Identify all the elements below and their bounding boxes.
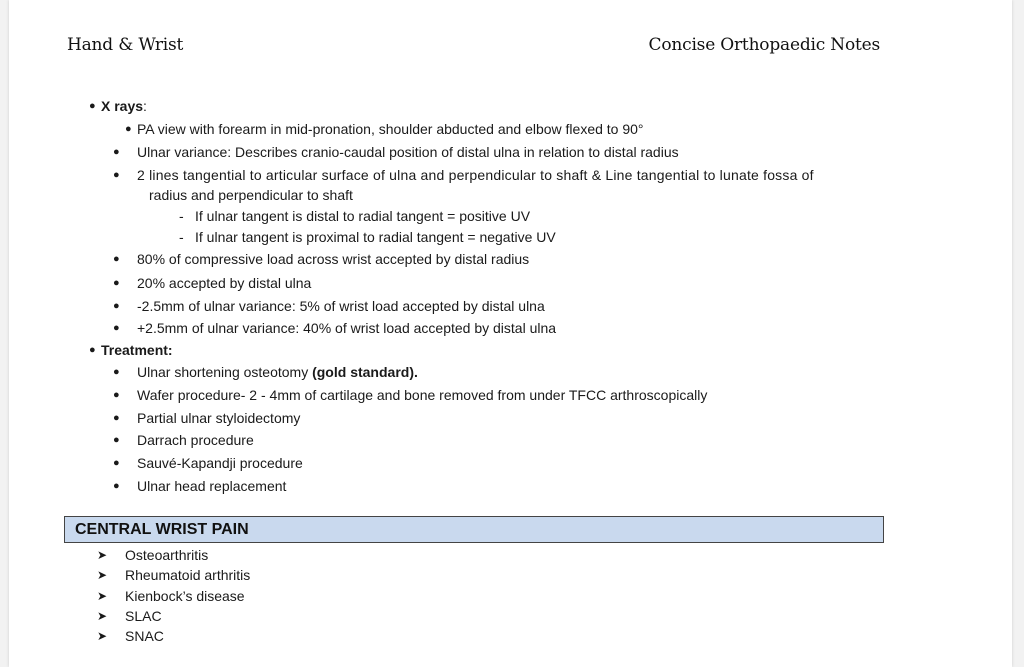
list-item: +2.5mm of ulnar variance: 40% of wrist load accepted by distal ulna [137,320,557,336]
arrow-bullet-icon: ➤ [97,609,108,623]
list-item: Osteoarthritis [125,547,209,563]
dash-icon: - [179,208,184,224]
list-item: Wafer procedure- 2 - 4mm of cartilage and bone removed from under TFCC arthroscopically [137,387,708,403]
bullet-icon: ● [113,146,120,158]
bullet-icon: ● [113,253,120,265]
bullet-icon: ● [113,412,120,424]
bullet-icon: ● [113,277,120,289]
list-item-continuation: radius and perpendicular to shaft [149,187,353,203]
sub-list-item: If ulnar tangent is proximal to radial tangent = negative UV [195,229,556,245]
list-item: Kienbock’s disease [125,588,245,604]
bullet-icon: ● [113,366,120,378]
section-title: CENTRAL WRIST PAIN [75,521,249,538]
arrow-bullet-icon: ➤ [97,568,108,582]
bullet-icon: ● [113,389,120,401]
document-page [9,0,1012,667]
bullet-icon: ● [113,434,120,446]
list-item: Sauvé-Kapandji procedure [137,455,303,471]
section-header-central-wrist-pain [64,516,884,543]
bullet-icon: ● [113,322,120,334]
list-item: SLAC [125,608,162,624]
xrays-title: X rays [101,98,144,114]
list-item: -2.5mm of ulnar variance: 5% of wrist load accepted by distal ulna [137,298,545,314]
bullet-icon: ● [89,100,96,112]
list-item: Rheumatoid arthritis [125,567,251,583]
treatment-title: Treatment: [101,342,173,358]
list-item [137,362,418,382]
arrow-bullet-icon: ➤ [97,589,108,603]
arrow-bullet-icon: ➤ [97,629,108,643]
xrays-title-suffix: : [143,98,147,114]
bullet-icon: ● [113,300,120,312]
list-item: SNAC [125,628,164,644]
xrays-heading [101,96,147,116]
bullet-icon: ● [125,123,132,135]
list-item: Darrach procedure [137,432,254,448]
list-item: Partial ulnar styloidectomy [137,410,301,426]
list-item: Ulnar head replacement [137,478,287,494]
bullet-icon: ● [113,480,120,492]
bullet-icon: ● [113,457,120,469]
list-item: 2 lines tangential to articular surface of ulna and perpendicular to shaft & Line tangential to lunate fossa of [137,167,814,183]
header-left: Hand & Wrist [67,35,184,55]
bullet-icon: ● [89,344,96,356]
dash-icon: - [179,229,184,245]
list-item: Ulnar variance: Describes cranio-caudal position of distal ulna in relation to distal radius [137,144,679,160]
list-item: 80% of compressive load across wrist accepted by distal radius [137,251,530,267]
arrow-bullet-icon: ➤ [97,548,108,562]
treatment-first-item: Ulnar shortening osteotomy [137,364,313,380]
sub-list-item: If ulnar tangent is distal to radial tangent = positive UV [195,208,531,224]
list-item: 20% accepted by distal ulna [137,275,312,291]
gold-standard-label: (gold standard). [312,364,418,380]
bullet-icon: ● [113,169,120,181]
header-right: Concise Orthopaedic Notes [648,35,880,55]
list-item: PA view with forearm in mid-pronation, shoulder abducted and elbow flexed to 90° [137,121,644,137]
